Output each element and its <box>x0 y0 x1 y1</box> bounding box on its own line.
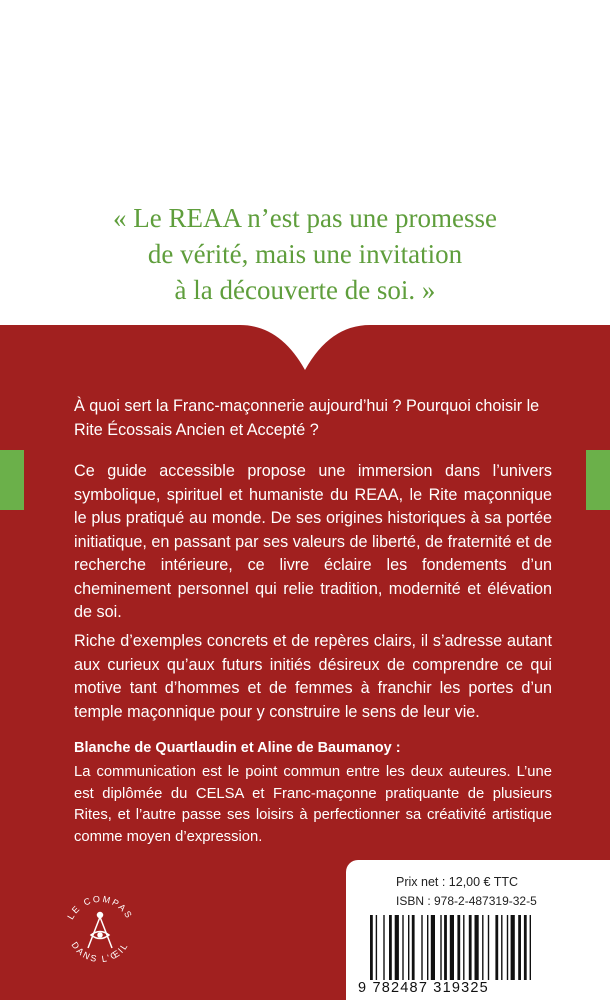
barcode-bar <box>518 915 521 980</box>
description-paragraph: Ce guide accessible propose une immersion dans l’univers symbolique, spirituel et humaniste du REAA, le Rite maçonnique le plus pratiqué au monde. De ses origines historiques à sa portée initiatique, en passant par ses valeurs de liberté, de fraternité et de recherche intérieure, ce livre éclaire les fondements d’un cheminement personnel qui relie tradition, modernité et élévation de soi. <box>74 462 552 621</box>
audience-paragraph: Riche d’exemples concrets et de repères clairs, il s’adresse autant aux curieux qu’aux futurs initiés désireux de comprendre ce qui motive tant d’hommes et de femmes à franchir les portes d’un temple maçonnique pour y construire le sens de leur vie. <box>74 632 552 721</box>
compass-eye-icon <box>88 913 112 949</box>
barcode-bar <box>495 915 498 980</box>
authors-bio: La communication est le point commun entre les deux auteures. L’une est diplômée du CELSA et Franc-maçonne pratiquante de plusieurs Rites, et l’autre passe ses loisirs à perfectionner sa créativité artistique comme moyen d’expression. <box>74 764 552 845</box>
barcode <box>366 915 596 980</box>
barcode-bar <box>488 915 489 980</box>
quote-line-2: de vérité, mais une invitation <box>147 239 463 269</box>
logo-text-bottom: DANS L’ŒIL <box>69 940 131 965</box>
isbn-label: ISBN : 978-2-487319-32-5 <box>396 894 537 908</box>
barcode-bar <box>469 915 472 980</box>
barcode-bar <box>530 915 531 980</box>
intro-paragraph: À quoi sert la Franc-maçonnerie aujourd’hui ? Pourquoi choisir le Rite Écossais Ancien et Accepté ? <box>74 397 540 439</box>
quote-line-3: à la découverte de soi. » <box>174 275 436 305</box>
barcode-bar <box>524 915 527 980</box>
barcode-bar <box>431 915 435 980</box>
barcode-bar <box>501 915 502 980</box>
barcode-bar <box>482 915 483 980</box>
price-label: Prix net : 12,00 € TTC <box>396 875 519 889</box>
barcode-bar <box>450 915 454 980</box>
price-box <box>346 860 610 1000</box>
barcode-bar <box>383 915 384 980</box>
left-green-tab <box>0 450 24 510</box>
barcode-digits: 9 782487 319325 <box>358 980 489 996</box>
barcode-bar <box>389 915 392 980</box>
barcode-bar <box>463 915 464 980</box>
right-green-tab <box>586 450 610 510</box>
authors-names: Blanche de Quartlaudin et Aline de Baumanoy : <box>74 740 401 756</box>
barcode-bar <box>402 915 403 980</box>
barcode-bar <box>475 915 479 980</box>
barcode-bar <box>395 915 399 980</box>
barcode-bar <box>408 915 409 980</box>
barcode-bar <box>444 915 447 980</box>
publisher-logo <box>50 880 150 980</box>
barcode-bar <box>412 915 415 980</box>
barcode-bar <box>427 915 428 980</box>
panel-notch <box>0 320 610 380</box>
barcode-bar <box>376 915 377 980</box>
barcode-bar <box>511 915 515 980</box>
logo-text-top: LE COMPAS <box>65 893 135 922</box>
barcode-bar <box>370 915 373 980</box>
barcode-bar <box>457 915 460 980</box>
barcode-bar <box>507 915 508 980</box>
barcode-bar <box>421 915 422 980</box>
svg-text:DANS L’ŒIL <box>70 940 131 964</box>
cover-quote <box>0 200 610 308</box>
barcode-bar <box>440 915 441 980</box>
quote-line-1: « Le REAA n’est pas une promesse <box>113 203 497 233</box>
